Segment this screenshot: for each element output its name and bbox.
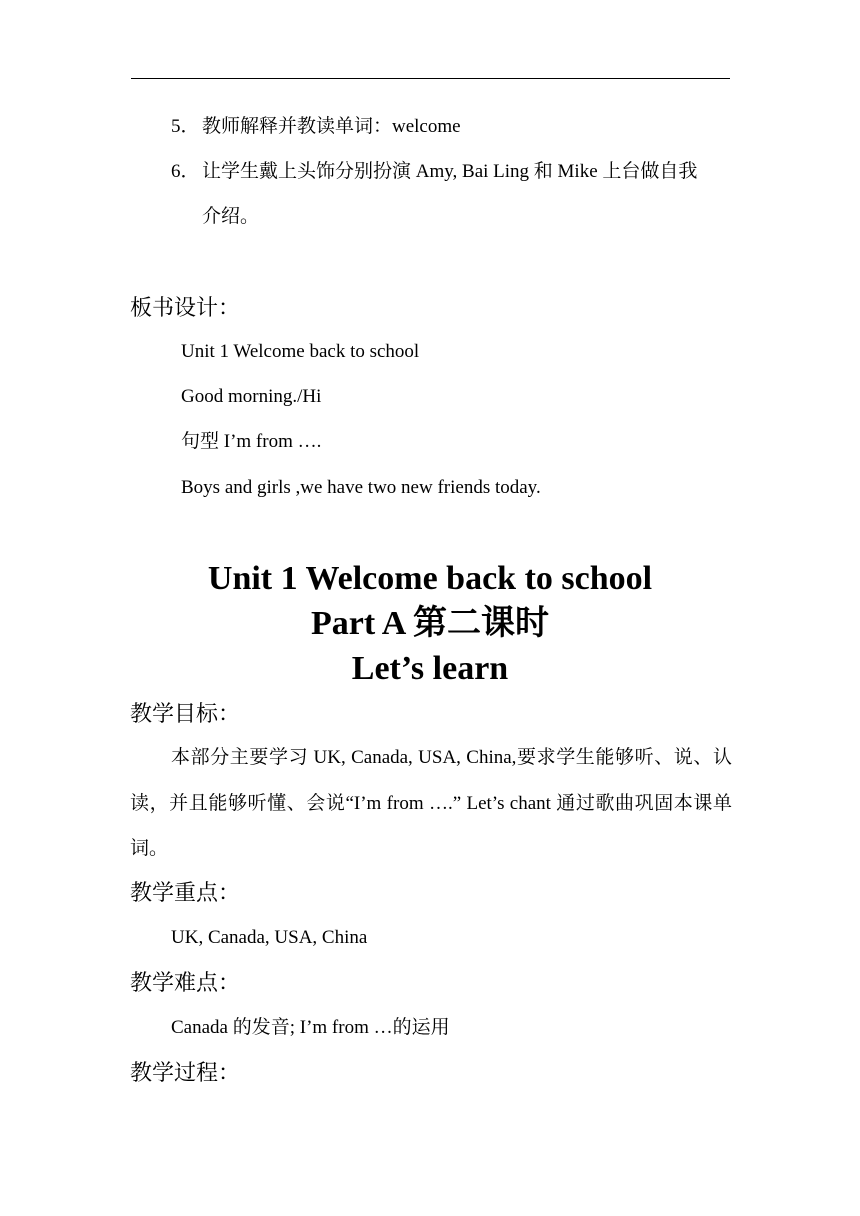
header-rule <box>131 78 730 79</box>
process-heading: 教学过程： <box>130 1061 241 1086</box>
list-number: 6． <box>171 161 200 182</box>
list-item-6 <box>171 160 697 184</box>
objectives-text: 本部分主要学习 UK, Canada, USA, China,要求学生能够听、说、认读，并且能够听懂、会说“I’m from ….” Let’s chant 通过歌曲巩固本课单词。 <box>130 747 732 859</box>
list-item-5 <box>171 115 461 139</box>
list-text: 让学生戴上头饰分别扮演 Amy, Bai Ling 和 Mike 上台做自我 <box>202 161 698 182</box>
lesson-title: Unit 1 Welcome back to school <box>207 560 653 597</box>
list-text-continuation: 介绍。 <box>202 206 260 227</box>
objectives-heading: 教学目标： <box>130 702 241 727</box>
difficulties-text: Canada 的发音; I’m from …的运用 <box>171 1017 450 1038</box>
list-number: 5． <box>171 116 200 137</box>
board-line-2: Good morning./Hi <box>181 386 322 407</box>
board-line-3: 句型 I’m from …. <box>181 431 322 452</box>
key-points-text: UK, Canada, USA, China <box>171 927 368 948</box>
key-points-heading: 教学重点： <box>130 881 241 906</box>
board-line-1: Unit 1 Welcome back to school <box>181 341 420 362</box>
list-text: 教师解释并教读单词：welcome <box>202 116 461 137</box>
lesson-subtitle: Let’s learn <box>351 650 509 687</box>
difficulties-heading: 教学难点： <box>130 971 241 996</box>
board-line-4: Boys and girls ,we have two new friends today. <box>181 477 541 498</box>
board-design-heading: 板书设计： <box>130 296 241 321</box>
lesson-part: Part A 第二课时 <box>311 605 549 642</box>
